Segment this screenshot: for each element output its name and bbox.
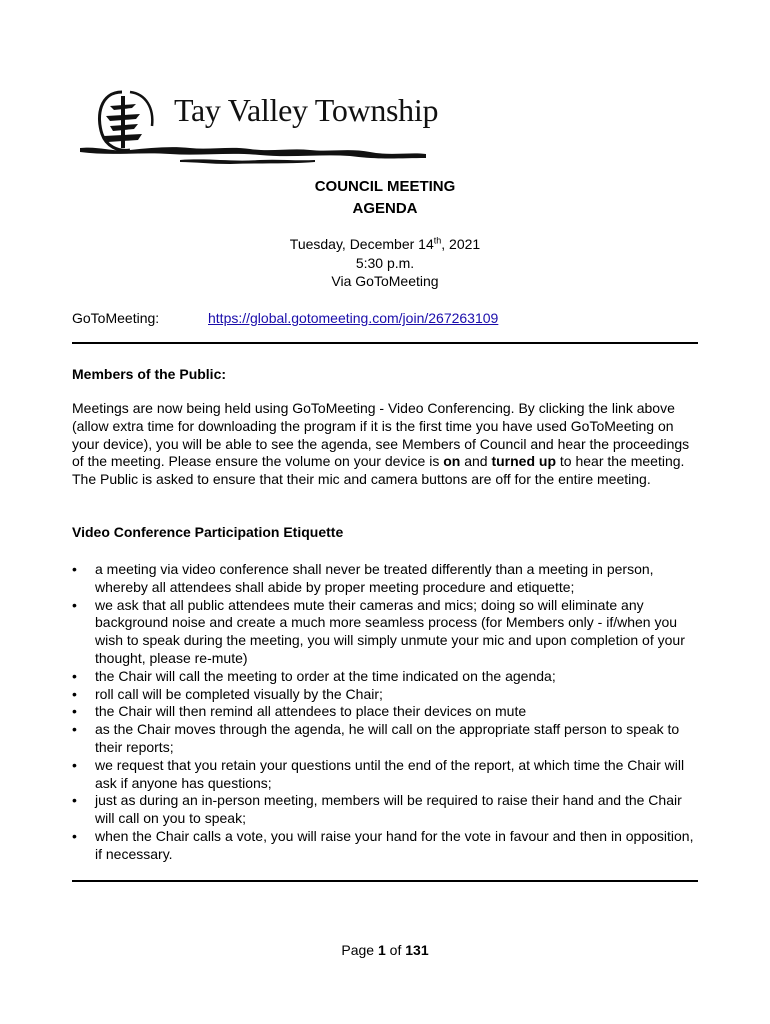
public-paragraph: Meetings are now being held using GoToMeeting - Video Conferencing. By clicking the link above (allow extra time for downloading the program if it is the first time you have used GoToMeeting on your device), you will be able to see the agenda, see Members of Council and hear the proceedings of the meeting. Please ensure the volume on your device is on and turned up to hear the meeting. The Public is asked to ensure that their mic and camera buttons are off for the entire meeting. [72,400,690,488]
bullet-icon: • [72,703,77,720]
bullet-icon: • [72,561,77,577]
meeting-time: 5:30 p.m. [355,255,415,271]
document-title: COUNCIL MEETING [314,178,456,195]
bullet-icon: • [72,756,77,773]
bullet-icon: • [72,667,77,684]
list-item: • we ask that all public attendees mute their cameras and mics; doing so will eliminate any background noise and create a much more seamless process (for Members only - if/when you wish to speak during the meeting, you will simply unmute your mic and upon completion of your thought, please re-mute) [72,596,685,666]
list-item: • when the Chair calls a vote, you will raise your hand for the vote in favour and then in opposition, if necessary. [72,827,694,862]
bullet-icon: • [72,596,77,613]
meeting-date: Tuesday, December 14th, 2021 [289,235,481,252]
bullet-icon: • [72,792,77,809]
page-number: Page 1 of 131 [341,942,429,958]
meeting-venue: Via GoToMeeting [331,273,439,289]
document-subtitle: AGENDA [352,200,418,217]
list-item: • the Chair will call the meeting to order at the time indicated on the agenda; [72,667,556,684]
divider-bottom [72,880,698,882]
public-heading: Members of the Public: [72,366,227,382]
gotomeeting-label: GoToMeeting: [72,310,160,326]
list-item: • the Chair will then remind all attendees to place their devices on mute [72,703,527,720]
bullet-icon: • [72,827,77,844]
divider-top [72,342,698,344]
list-item: • roll call will be completed visually by the Chair; [72,685,383,702]
bullet-icon: • [72,685,77,702]
list-item: • we request that you retain your questions until the end of the report, at which time the Chair will ask if anyone has questions; [72,756,685,791]
bullet-icon: • [72,721,77,738]
etiquette-heading: Video Conference Participation Etiquette [72,524,344,540]
etiquette-list [72,561,702,864]
list-item: • a meeting via video conference shall never be treated differently than a meeting in person, whereby all attendees shall abide by proper meeting procedure and etiquette; [72,561,654,595]
township-logo [80,86,440,166]
list-item: • just as during an in-person meeting, members will be required to raise their hand and the Chair will call on you to speak; [72,792,682,827]
list-item: • as the Chair moves through the agenda, he will call on the appropriate staff person to speak to their reports; [72,721,680,755]
gotomeeting-link[interactable]: https://global.gotomeeting.com/join/267263109 [208,310,499,326]
logo-text: Tay Valley Township [174,92,439,128]
